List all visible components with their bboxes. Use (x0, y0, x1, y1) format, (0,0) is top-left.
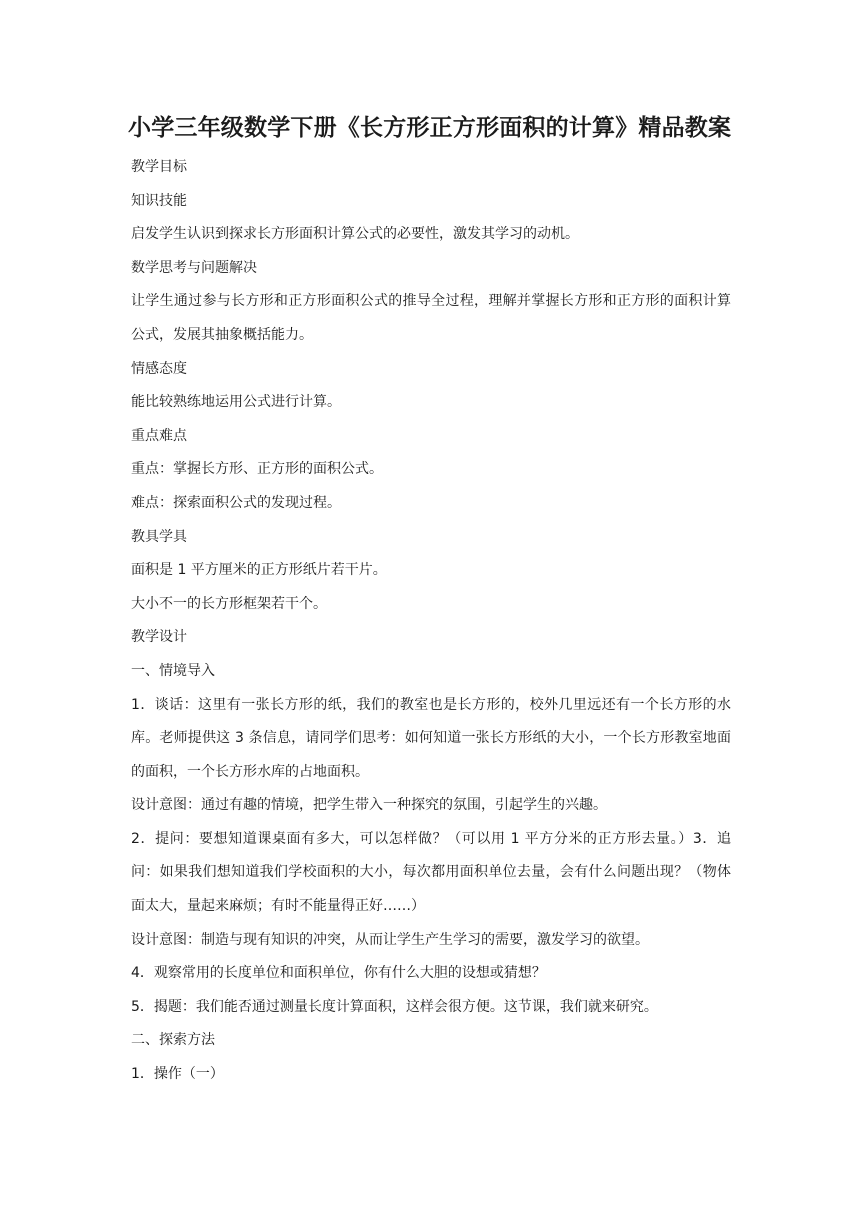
paragraph: 重点：掌握长方形、正方形的面积公式。 (131, 461, 383, 478)
heading-teaching-aids: 教具学具 (131, 528, 187, 545)
paragraph: 难点：探索面积公式的发现过程。 (131, 494, 341, 511)
paragraph: 1．操作（一） (131, 1066, 224, 1083)
paragraph: 面积是 1 平方厘米的正方形纸片若干片。 (131, 562, 387, 579)
subheading-knowledge-skills: 知识技能 (131, 192, 187, 209)
heading-teaching-design: 教学设计 (131, 629, 187, 646)
heading-key-points: 重点难点 (131, 427, 187, 444)
paragraph: 让学生通过参与长方形和正方形面积公式的推导全过程，理解并掌握长方形和正方形的面积计算公式，发展其抽象概括能力。 (131, 293, 731, 343)
heading-teaching-goals: 教学目标 (131, 159, 187, 175)
section-heading-explore: 二、探索方法 (131, 1032, 215, 1049)
document-title: 小学三年级数学下册《长方形正方形面积的计算》精品教案 (128, 115, 732, 141)
paragraph: 设计意图：制造与现有知识的冲突，从而让学生产生学习的需要，激发学习的欲望。 (131, 931, 649, 948)
document-body (131, 151, 731, 1092)
paragraph: 1．谈话：这里有一张长方形的纸，我们的教室也是长方形的，校外几里远还有一个长方形的水库。老师提供这 3 条信息，请同学们思考：如何知道一张长方形纸的大小，一个长方形教室地面的面积，一个长方形水库的占地面积。 (131, 696, 731, 780)
paragraph: 5．揭题：我们能否通过测量长度计算面积，这样会很方便。这节课，我们就来研究。 (131, 998, 658, 1015)
section-heading-intro: 一、情境导入 (131, 662, 215, 679)
paragraph: 启发学生认识到探求长方形面积计算公式的必要性，激发其学习的动机。 (131, 226, 579, 243)
paragraph: 大小不一的长方形框架若干个。 (131, 595, 327, 612)
paragraph: 设计意图：通过有趣的情境，把学生带入一种探究的氛围，引起学生的兴趣。 (131, 797, 607, 814)
paragraph: 4．观察常用的长度单位和面积单位，你有什么大胆的设想或猜想？ (131, 965, 546, 982)
subheading-attitude: 情感态度 (131, 360, 187, 377)
subheading-math-thinking: 数学思考与问题解决 (131, 259, 257, 276)
paragraph: 能比较熟练地运用公式进行计算。 (131, 394, 341, 411)
paragraph: 2．提问：要想知道课桌面有多大，可以怎样做？（可以用 1 平方分米的正方形去量。）3．追问：如果我们想知道我们学校面积的大小，每次都用面积单位去量，会有什么问题出现？（物体面太大，量起来麻烦；有时不能量得正好……） (131, 830, 731, 915)
